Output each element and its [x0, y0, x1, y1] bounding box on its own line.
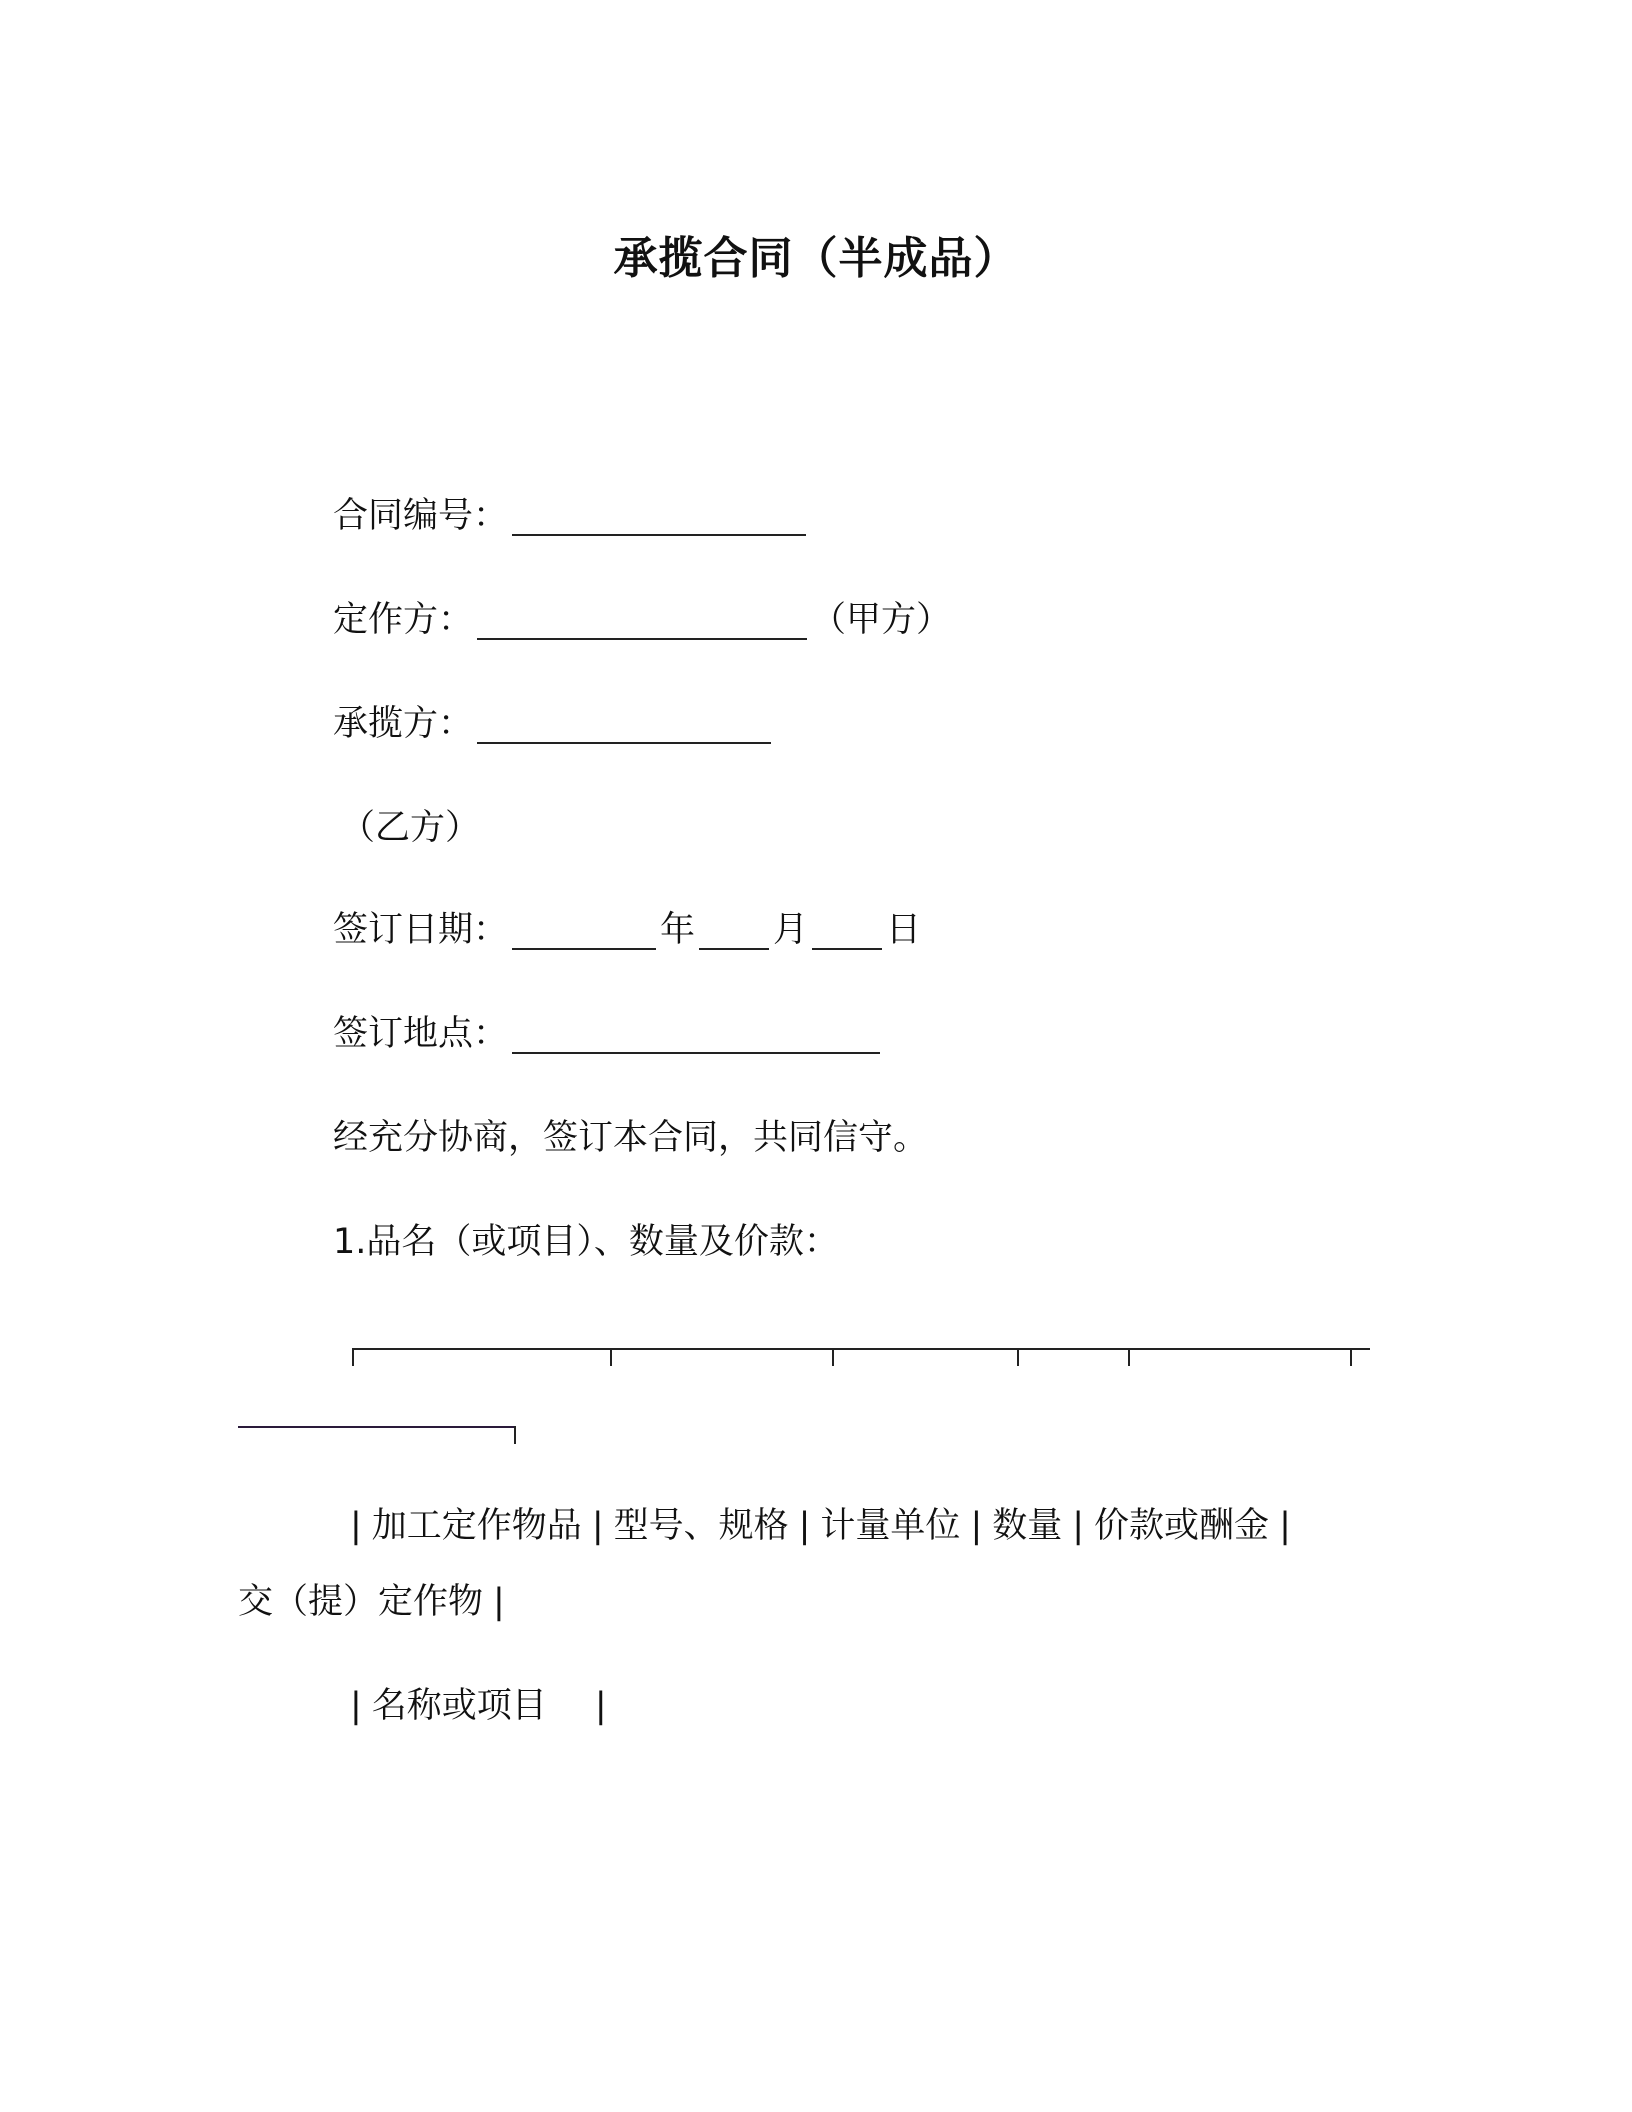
table-header-continuation [238, 1578, 515, 1626]
section1-heading-text: 1.品名（或项目）、数量及价款： [333, 1222, 839, 1262]
header-quantity: 数量 [992, 1506, 1063, 1546]
contract-number-row [333, 492, 810, 540]
intro-paragraph [333, 1114, 928, 1162]
table-header-row-2 [340, 1682, 617, 1730]
cell-separator: | [591, 1506, 604, 1546]
cell-separator: | [970, 1506, 983, 1546]
table-tick [610, 1348, 612, 1366]
signing-date-label: 签订日期： [333, 910, 509, 950]
year-blank [512, 908, 656, 950]
table-top-border [352, 1348, 1370, 1350]
contractor-label: 承揽方： [333, 704, 474, 744]
cell-separator: | [798, 1506, 811, 1546]
signing-date-row [333, 906, 921, 954]
cell-separator: | [594, 1686, 607, 1726]
table-continuation-border [238, 1426, 516, 1428]
signing-place-row [333, 1010, 884, 1058]
table-tick [514, 1426, 516, 1444]
orderer-blank [477, 598, 807, 640]
table-tick [1017, 1348, 1019, 1366]
contract-number-blank [512, 494, 806, 536]
month-label: 月 [773, 910, 809, 950]
table-tick [352, 1348, 354, 1366]
header-item-name-2: 名称或项目 [371, 1686, 547, 1726]
orderer-row [333, 596, 951, 644]
header-price: 价款或酬金 [1094, 1506, 1270, 1546]
header-delivery: 交（提）定作物 [238, 1582, 484, 1622]
month-blank [699, 908, 769, 950]
orderer-label: 定作方： [333, 600, 474, 640]
year-label: 年 [660, 910, 696, 950]
contractor-row [333, 700, 775, 748]
cell-separator: | [493, 1582, 505, 1622]
day-label: 日 [886, 910, 922, 950]
day-blank [812, 908, 882, 950]
table-tick [1350, 1348, 1352, 1366]
header-model-spec: 型号、规格 [613, 1506, 789, 1546]
signing-place-blank [512, 1012, 880, 1054]
document-title: 承揽合同（半成品） [613, 233, 1019, 284]
table-tick [1128, 1348, 1130, 1366]
table-tick [832, 1348, 834, 1366]
contractor-blank [477, 702, 771, 744]
cell-separator: | [1279, 1506, 1291, 1546]
header-unit: 计量单位 [820, 1506, 961, 1546]
signing-place-label: 签订地点： [333, 1014, 509, 1054]
table-header-row [340, 1502, 1301, 1550]
cell-separator: | [1072, 1506, 1085, 1546]
section1-heading [333, 1218, 839, 1266]
cell-separator: | [350, 1686, 362, 1726]
header-item-name: 加工定作物品 [371, 1506, 582, 1546]
contract-number-label: 合同编号： [333, 496, 509, 536]
orderer-suffix: （甲方） [811, 600, 952, 640]
contractor-suffix-row [340, 804, 480, 852]
intro-text: 经充分协商，签订本合同，共同信守。 [333, 1118, 929, 1158]
contractor-suffix: （乙方） [340, 808, 481, 848]
cell-separator: | [350, 1506, 362, 1546]
